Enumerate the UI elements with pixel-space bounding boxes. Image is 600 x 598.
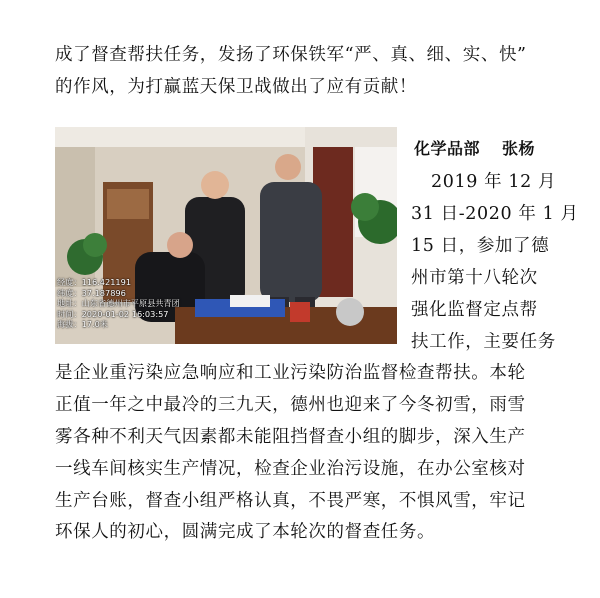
longitude-text: 经度：116.421191 — [57, 277, 132, 287]
body-line-5: 生产台账，督查小组严格认真，不畏严寒，不惧风雪，牢记 — [55, 491, 526, 511]
body-line-4: 一线车间核实生产情况，检查企业治污设施，在办公室核对 — [55, 459, 526, 479]
author-byline — [414, 136, 535, 159]
body-line-1: 是企业重污染应急响应和工业污染防治监督检查帮扶。本轮 — [55, 363, 526, 383]
body-line-3: 雾各种不利天气因素都未能阻挡督查小组的脚步，深入生产 — [55, 427, 526, 447]
latitude-text: 纬度：37.187896 — [57, 287, 126, 298]
side-line-1: 2019 年 12 月 — [431, 172, 557, 192]
intro-line-1: 成了督查帮扶任务，发扬了环保铁军“严、真、细、实、快” — [55, 45, 527, 65]
side-line-5: 强化监督定点帮 — [411, 300, 538, 320]
body-line-2: 正值一年之中最冷的三九天，德州也迎来了今冬初雪，雨雪 — [55, 395, 526, 415]
department-name: 化学品部 — [414, 139, 481, 158]
photo-watermark — [57, 277, 257, 330]
side-line-2: 31 日-2020 年 1 月 — [411, 204, 579, 224]
side-line-4: 州市第十八轮次 — [411, 268, 538, 288]
intro-line-2: 的作风，为打赢蓝天保卫战做出了应有贡献！ — [55, 77, 417, 97]
address-text: 地址：山东省德州市平原县共青团 — [57, 298, 180, 309]
side-line-6: 扶工作，主要任务 — [411, 332, 556, 352]
author-name: 张杨 — [502, 139, 536, 158]
time-text: 时间：2020-01-02 16:03:57 — [57, 308, 169, 319]
inspection-photo — [55, 127, 397, 344]
side-line-3: 15 日，参加了德 — [411, 236, 550, 256]
altitude-text: 海拔：17.0米 — [57, 319, 108, 330]
body-line-6: 环保人的初心，圆满完成了本轮次的督查任务。 — [55, 522, 436, 542]
